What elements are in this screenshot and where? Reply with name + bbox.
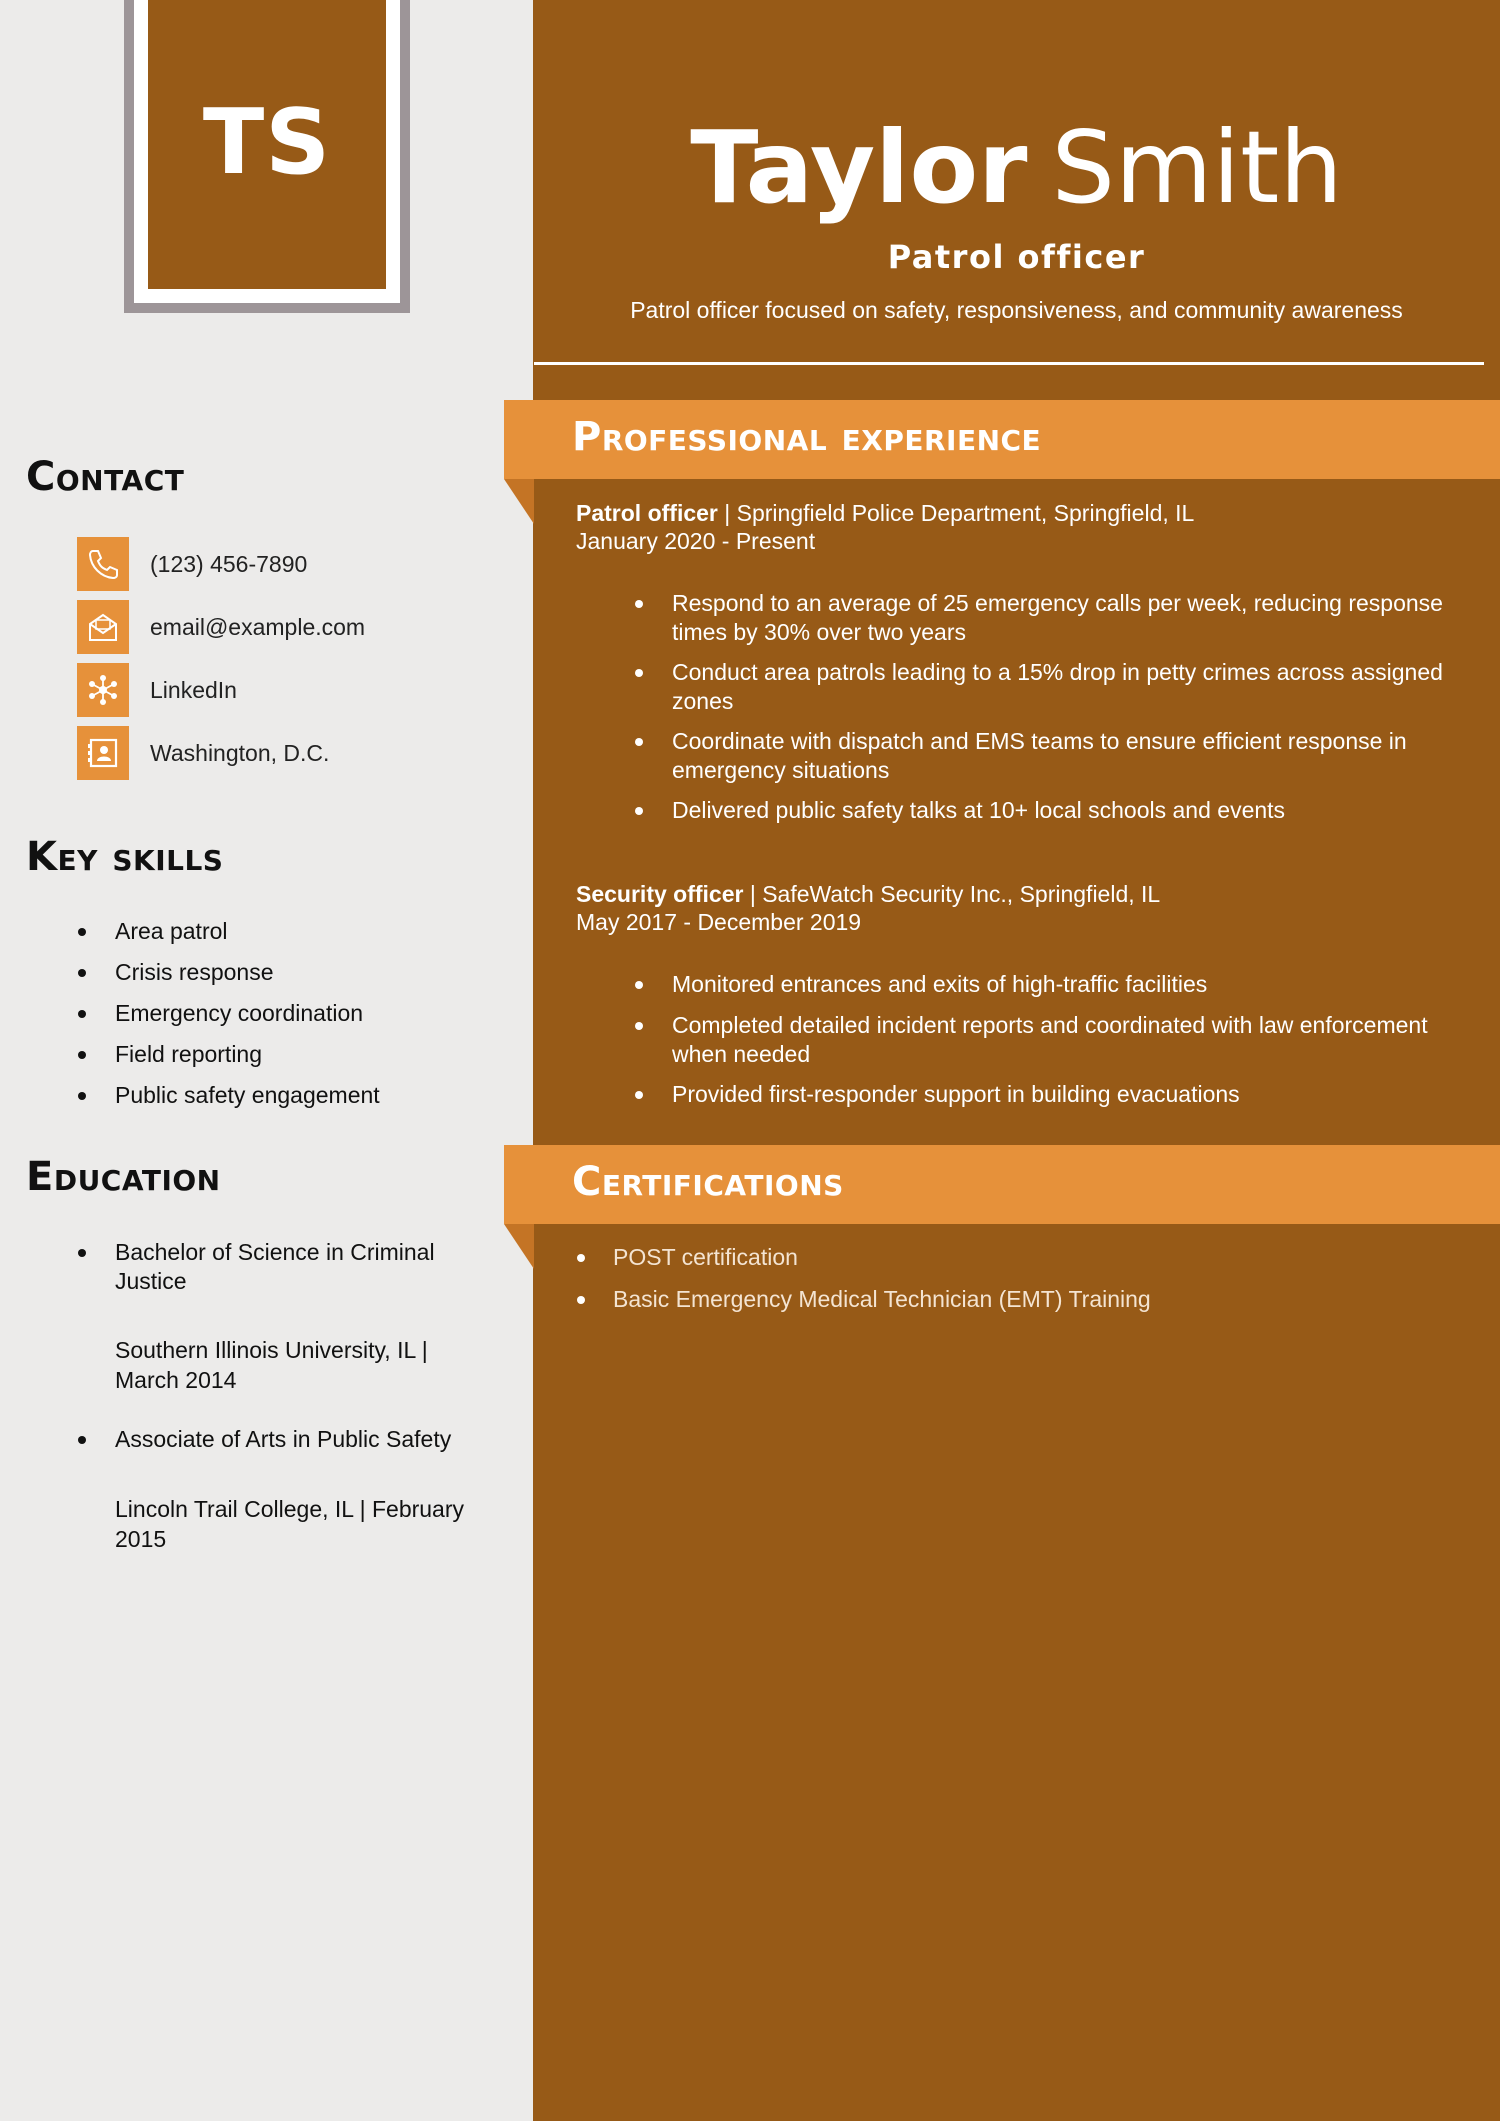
linkedin-icon [77, 663, 129, 717]
list-item: Respond to an average of 25 emergency calls per week, reducing response times by 30% over two years [576, 589, 1466, 647]
education-item [0, 1238, 480, 1395]
contact-linkedin-text[interactable]: LinkedIn [150, 676, 237, 703]
skills-list [0, 917, 380, 1122]
job-header [576, 880, 1160, 936]
monogram-frame [124, 0, 410, 313]
last-name: Smith [1051, 109, 1343, 226]
experience-heading: Professional experience [572, 414, 1042, 460]
monogram [148, 0, 386, 289]
contact-heading: Contact [26, 454, 185, 500]
header-divider [534, 362, 1484, 365]
education-meta: Southern Illinois University, IL | March 2014 [115, 1337, 428, 1393]
list-item: Completed detailed incident reports and coordinated with law enforcement when needed [576, 1011, 1466, 1069]
job-employer: | Springfield Police Department, Springfield, IL [717, 500, 1195, 526]
address-icon [77, 726, 129, 780]
job-employer: | SafeWatch Security Inc., Springfield, IL [743, 881, 1161, 907]
skills-heading: Key skills [26, 834, 224, 880]
job-bullets [576, 970, 1466, 1109]
job-header [576, 499, 1194, 555]
certifications-band-fold [504, 1224, 534, 1269]
list-item: Coordinate with dispatch and EMS teams to ensure efficient response in emergency situations [576, 727, 1466, 785]
phone-icon [77, 537, 129, 591]
job-dates: January 2020 - Present [576, 528, 816, 554]
list-item: Field reporting [0, 1040, 380, 1081]
list-item: Monitored entrances and exits of high-traffic facilities [576, 970, 1466, 999]
first-name: Taylor [690, 109, 1028, 226]
job-role: Patrol officer [576, 500, 718, 526]
education-degree: Associate of Arts in Public Safety [0, 1425, 480, 1454]
experience-band-fold [504, 479, 534, 524]
education-degree: Bachelor of Science in Criminal Justice [0, 1238, 480, 1296]
monogram-initials: TS [202, 90, 332, 195]
job-title: Patrol officer [887, 238, 1146, 276]
email-icon [77, 600, 129, 654]
education-item [0, 1425, 480, 1554]
sidebar [0, 0, 534, 2121]
job-role: Security officer [576, 881, 744, 907]
contact-email-text[interactable]: email@example.com [150, 613, 366, 640]
job-bullets [576, 589, 1466, 825]
contact-phone-text[interactable]: (123) 456-7890 [150, 550, 308, 577]
contact-address-text: Washington, D.C. [150, 739, 330, 766]
job-dates: May 2017 - December 2019 [576, 909, 862, 935]
list-item: Basic Emergency Medical Technician (EMT) Training [576, 1285, 1151, 1327]
list-item: Provided first-responder support in building evacuations [576, 1080, 1466, 1109]
certifications-heading: Certifications [572, 1159, 844, 1205]
contact-email [77, 600, 365, 654]
list-item: Public safety engagement [0, 1081, 380, 1122]
contact-linkedin [77, 663, 237, 717]
list-item: POST certification [576, 1243, 1151, 1285]
list-item: Crisis response [0, 958, 380, 999]
list-item: Emergency coordination [0, 999, 380, 1040]
contact-address [77, 726, 329, 780]
education-meta: Lincoln Trail College, IL | February 2015 [115, 1496, 465, 1552]
full-name [533, 108, 1500, 228]
contact-phone [77, 537, 307, 591]
certifications-list [576, 1243, 1151, 1327]
list-item: Conduct area patrols leading to a 15% drop in petty crimes across assigned zones [576, 658, 1466, 716]
summary: Patrol officer focused on safety, responsiveness, and community awareness [630, 297, 1403, 323]
list-item: Delivered public safety talks at 10+ local schools and events [576, 796, 1466, 825]
list-item: Area patrol [0, 917, 380, 958]
education-heading: Education [26, 1154, 221, 1200]
